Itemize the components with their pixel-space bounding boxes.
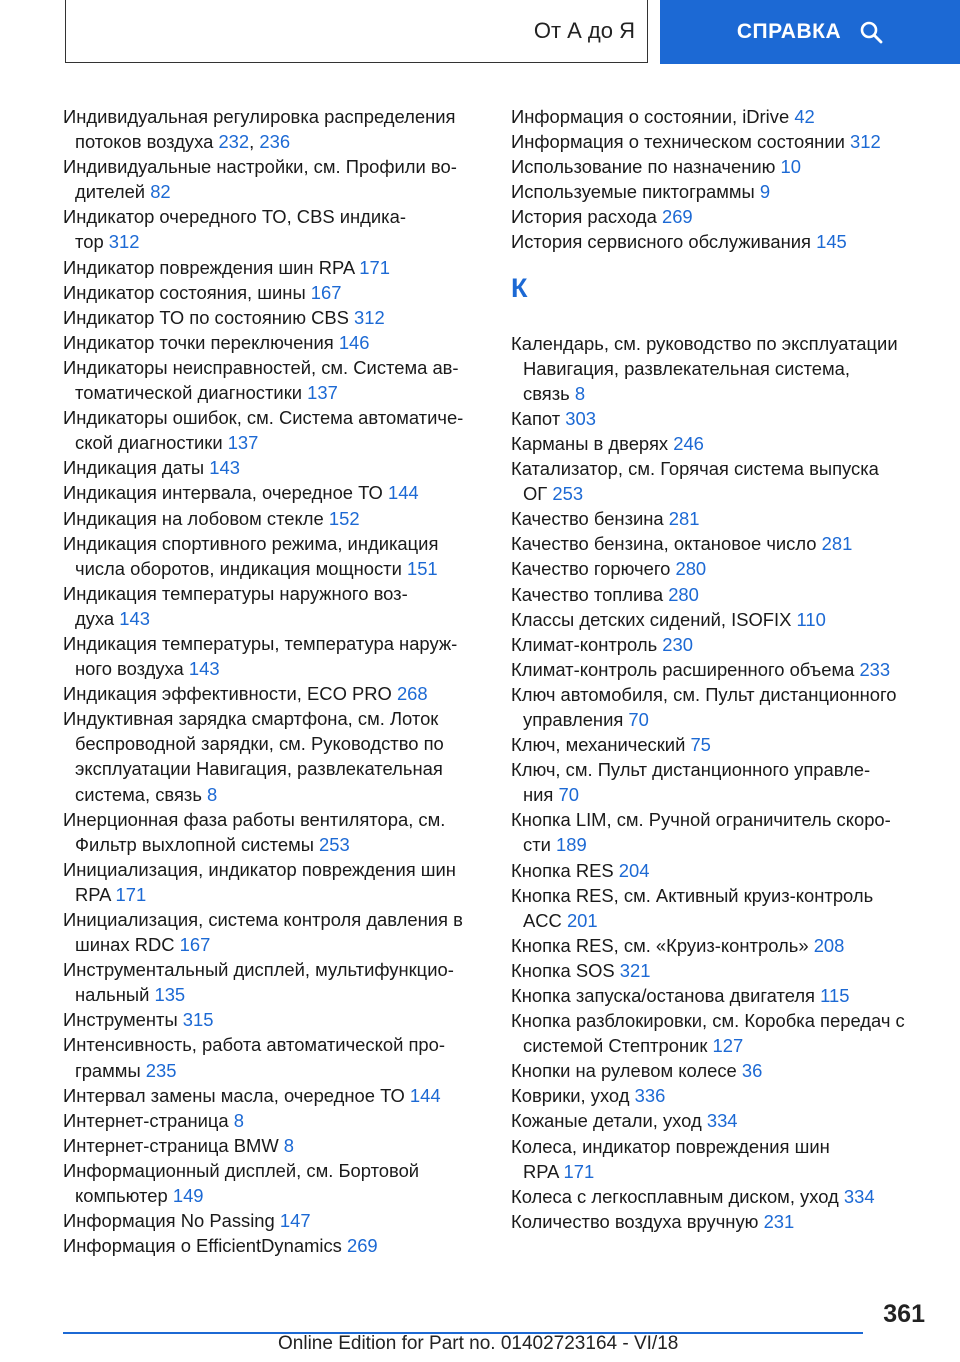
- index-entry-text: Кнопка RES: [511, 859, 619, 881]
- index-entry-text: компьютер: [75, 1185, 173, 1207]
- index-entry: [63, 255, 483, 280]
- index-entry-text: Качество топлива: [511, 583, 669, 605]
- page-ref-link[interactable]: 336: [634, 1085, 666, 1107]
- page-ref-link[interactable]: 137: [307, 382, 338, 404]
- index-entry: [63, 480, 483, 505]
- index-entry-text: Капот: [511, 407, 566, 429]
- index-entry-text: Индивидуальные настройки, см. Профили во-: [63, 156, 457, 178]
- page-ref-link[interactable]: 253: [319, 833, 350, 855]
- index-entry-text: Индикация спортивного режима, индикация: [63, 532, 439, 554]
- page-number: 361: [883, 1300, 925, 1328]
- index-entry-text: Индикация эффективности, ECO PRO: [63, 683, 397, 705]
- page-ref-link[interactable]: 334: [843, 1185, 875, 1207]
- page-ref-link[interactable]: 280: [675, 558, 707, 580]
- index-entry: [511, 431, 931, 456]
- index-entry-text: Индикаторы неисправностей, см. Система ав-: [63, 356, 459, 378]
- tab-help[interactable]: [660, 0, 960, 64]
- index-entry: [63, 154, 483, 204]
- index-group-i: [511, 104, 931, 255]
- index-entry-text: Инициализация, система контроля давления в: [63, 909, 463, 930]
- index-entry: [511, 104, 931, 129]
- index-entry: [63, 1032, 483, 1082]
- page-ref-link[interactable]: 281: [668, 508, 700, 530]
- index-entry-text: Колеса, индикатор повреждения шин: [511, 1135, 830, 1157]
- index-entry: [63, 305, 483, 330]
- index-entry-text: Информация No Passing: [63, 1210, 280, 1232]
- index-entry-text: эксплуатации Навигация, развлекательная: [75, 758, 443, 780]
- index-entry-text: нальный: [75, 984, 155, 1006]
- index-entry: [511, 1083, 931, 1108]
- index-entry: [511, 204, 931, 229]
- index-entry-text: Коврики, уход: [511, 1085, 635, 1107]
- index-entry-text: Индикатор очередного ТО, CBS индика-: [63, 206, 406, 228]
- page-ref-link[interactable]: 8: [233, 1109, 244, 1131]
- index-entry: [63, 280, 483, 305]
- page-ref-link[interactable]: 143: [119, 607, 150, 629]
- index-entry-text: Используемые пиктограммы: [511, 181, 760, 203]
- index-entry-text: Кнопка запуска/останова двигателя: [511, 985, 821, 1006]
- page-ref-link[interactable]: 269: [661, 206, 693, 228]
- index-entry: [511, 531, 931, 556]
- page-ref-link[interactable]: 253: [552, 483, 584, 505]
- index-entry: [511, 179, 931, 204]
- tab-a-to-z-label: От А до Я: [533, 18, 635, 43]
- index-entry: [511, 883, 931, 933]
- page-ref-link[interactable]: 233: [859, 658, 891, 680]
- page-ref-link[interactable]: 230: [662, 633, 693, 655]
- index-entry-text: История сервисного обслуживания: [511, 231, 817, 253]
- page-ref-link[interactable]: 147: [279, 1210, 311, 1232]
- index-entry-text: Интервал замены масла, очередное ТО: [63, 1084, 410, 1106]
- index-entry: [511, 1108, 931, 1133]
- index-entry-text: Информация о техническом состоянии: [511, 131, 850, 153]
- index-entry: [511, 632, 931, 657]
- index-entry: [511, 456, 931, 506]
- index-entry-text: Индикация на лобовом стекле: [63, 507, 329, 529]
- index-entry: [63, 1007, 483, 1032]
- page-ref-link[interactable]: 312: [354, 306, 385, 328]
- index-entry-text: Климат-контроль расширенного объема: [511, 658, 860, 680]
- index-entry-text: числа оборотов, индикация мощности: [75, 557, 407, 579]
- index-entry-text: связь: [523, 382, 575, 404]
- index-entry-text: Фильтр выхлопной системы: [75, 833, 320, 855]
- page-ref-link[interactable]: 149: [172, 1185, 204, 1207]
- index-entry: [511, 331, 931, 406]
- index-entry: [63, 907, 483, 957]
- index-entry-text: Колеса с легкосплавным диском, уход: [511, 1185, 844, 1207]
- index-entry: [511, 657, 931, 682]
- page-ref-link[interactable]: 235: [145, 1059, 177, 1081]
- index-entry-text: ОГ: [523, 483, 553, 505]
- index-entry: [63, 506, 483, 531]
- page-ref-link[interactable]: 8: [574, 382, 586, 404]
- page-ref-link[interactable]: 268: [396, 683, 428, 705]
- page-ref-link[interactable]: 144: [409, 1084, 441, 1106]
- index-entry-text: Количество воздуха вручную: [511, 1210, 764, 1232]
- index-entry-text: Интернет-страница BMW: [63, 1134, 284, 1156]
- page-ref-link[interactable]: 144: [387, 482, 419, 504]
- index-entry: [511, 506, 931, 531]
- index-column-right: [511, 104, 931, 1234]
- index-entry: [511, 757, 931, 807]
- index-entry: [511, 1184, 931, 1209]
- page-ref-link[interactable]: 127: [712, 1035, 744, 1057]
- page-ref-link[interactable]: 269: [346, 1235, 378, 1257]
- index-entry-text: Качество бензина: [511, 508, 669, 530]
- page-ref-link[interactable]: 171: [563, 1160, 595, 1182]
- index-entry-text: Навигация, развлекательная система,: [523, 357, 851, 379]
- page-ref-link[interactable]: 8: [207, 783, 218, 805]
- index-entry: [511, 582, 931, 607]
- index-entry: [511, 1008, 931, 1058]
- index-entry-text: управления: [523, 708, 629, 730]
- footer-edition: Online Edition for Part no. 01402723164 - VI/18: [278, 1333, 679, 1354]
- tab-help-label: СПРАВКА: [736, 20, 842, 43]
- index-entry-text: Катализатор, см. Горячая система выпуска: [511, 458, 879, 480]
- index-entry: [511, 154, 931, 179]
- index-entry: [63, 1208, 483, 1233]
- index-entry-text: История расхода: [511, 206, 662, 228]
- index-entry-text: системой Стептроник: [523, 1035, 713, 1057]
- index-entry-text: Инструменты: [63, 1009, 183, 1031]
- index-entry-text: сти: [523, 834, 557, 856]
- page-ref-link[interactable]: 146: [338, 331, 370, 353]
- index-entry-text: Климат-контроль: [511, 633, 663, 655]
- page-ref-link[interactable]: 201: [566, 909, 598, 931]
- page-ref-link[interactable]: 208: [813, 934, 845, 956]
- index-entry-text: Инициализация, индикатор повреждения шин: [63, 858, 456, 880]
- index-entry: [63, 405, 483, 455]
- index-entry-text: беспроводной зарядки, см. Руководство по: [75, 733, 444, 755]
- index-entry-text: Индикаторы ошибок, см. Система автоматиче-: [63, 407, 464, 429]
- index-entry: [63, 857, 483, 907]
- index-entry: [63, 957, 483, 1007]
- page-ref-link[interactable]: 70: [628, 708, 649, 730]
- page-ref-link[interactable]: 75: [690, 734, 711, 756]
- page-ref-link[interactable]: 9: [759, 181, 771, 203]
- index-entry: [63, 631, 483, 681]
- index-entry-text: Информационный дисплей, см. Бортовой: [63, 1159, 420, 1181]
- index-entry: [511, 682, 931, 732]
- index-entry-text: ния: [523, 784, 559, 806]
- index-entry: [63, 1108, 483, 1133]
- index-entry-text: Индикация температуры, температура наруж-: [63, 632, 458, 654]
- page-ref-link[interactable]: 82: [150, 181, 171, 203]
- index-entry-text: Кнопка SOS: [511, 959, 620, 981]
- index-entry-text: RPA: [75, 883, 116, 905]
- index-entry-text: Индикация температуры наружного воз-: [63, 582, 408, 604]
- index-entry-text: Кнопка RES, см. «Круиз-контроль»: [511, 934, 814, 956]
- index-entry-text: Индивидуальная регулировка распределения: [63, 106, 456, 127]
- index-entry-text: Календарь, см. руководство по эксплуатации: [511, 332, 898, 354]
- index-entry-text: Индикация интервала, очередное ТО: [63, 482, 388, 504]
- index-entry: [511, 958, 931, 983]
- index-entry: [63, 1083, 483, 1108]
- index-entry: [63, 706, 483, 806]
- page-ref-link[interactable]: 246: [673, 432, 704, 454]
- page-ref-link[interactable]: 70: [558, 784, 579, 806]
- index-entry-text: Индикатор состояния, шины: [63, 281, 311, 303]
- index-entry-text: Индикатор ТО по состоянию CBS: [63, 306, 355, 328]
- index-entry-text: ACC: [523, 909, 567, 931]
- index-entry-text: духа: [75, 607, 120, 629]
- page-ref-link[interactable]: 312: [850, 131, 881, 153]
- index-entry: [63, 204, 483, 254]
- index-group-k: [511, 331, 931, 1234]
- index-entry-text: потоков воздуха: [75, 131, 219, 153]
- index-entry-text: ного воздуха: [75, 658, 189, 680]
- index-entry-text: Индикатор точки переключения: [63, 331, 339, 353]
- page-ref-link[interactable]: 189: [556, 834, 587, 856]
- page-ref-link[interactable]: 315: [182, 1009, 214, 1031]
- page-ref-link[interactable]: 152: [328, 507, 360, 529]
- index-entry-text: Интернет-страница: [63, 1109, 234, 1131]
- section-letter-k: К: [511, 272, 528, 303]
- index-entry-text: дителей: [75, 181, 151, 203]
- page-ref-link[interactable]: 334: [706, 1110, 738, 1132]
- index-entry-text: Ключ, механический: [511, 734, 691, 756]
- header: [0, 0, 960, 66]
- index-entry-text: Информация о EfficientDynamics: [63, 1235, 347, 1257]
- index-entry-text: Индуктивная зарядка смартфона, см. Лоток: [63, 708, 439, 730]
- page-ref-link[interactable]: 10: [780, 156, 802, 178]
- index-entry-text: Классы детских сидений, ISOFIX: [511, 608, 797, 630]
- page-ref-link[interactable]: 231: [763, 1210, 795, 1232]
- index-entry: [511, 858, 931, 883]
- index-entry: [511, 556, 931, 581]
- index-entry-text: шинах RDC: [75, 934, 180, 956]
- index-entry: [63, 581, 483, 631]
- index-entry: [63, 455, 483, 480]
- index-entry-text: RPA: [523, 1160, 564, 1182]
- page-ref-link[interactable]: 42: [794, 106, 815, 127]
- page-ref-link[interactable]: 303: [565, 407, 596, 429]
- index-entry-text: система, связь: [75, 783, 208, 805]
- index-entry-text: Кнопка LIM, см. Ручной ограничитель скоро-: [511, 809, 891, 831]
- index-entry: [63, 531, 483, 581]
- index-entry-text: тор: [75, 231, 109, 253]
- page-ref-link[interactable]: 135: [154, 984, 186, 1006]
- index-entry: [511, 732, 931, 757]
- index-entry: [511, 229, 931, 254]
- page-ref-link[interactable]: 312: [108, 231, 140, 253]
- page-ref-link[interactable]: 204: [618, 859, 650, 881]
- index-entry-text: ской диагностики: [75, 432, 228, 454]
- index-entry: [63, 355, 483, 405]
- index-entry: [511, 983, 931, 1008]
- page-ref-link[interactable]: 321: [619, 959, 651, 981]
- index-entry: [63, 330, 483, 355]
- index-entry: Индивидуальная регулировка распределения потоков воздуха 232, 236: [63, 106, 456, 153]
- page-ref-link[interactable]: 232: [218, 131, 250, 153]
- index-entry-text: Карманы в дверях: [511, 432, 674, 454]
- index-entry: [511, 129, 931, 154]
- index-entry-text: томатической диагностики: [75, 382, 308, 404]
- index-entry: [511, 607, 931, 632]
- index-entry-text: Индикатор повреждения шин RPA: [63, 256, 360, 278]
- index-entry: [511, 406, 931, 431]
- page-ref-link[interactable]: 110: [796, 608, 826, 630]
- page-ref-link[interactable]: 171: [359, 256, 390, 278]
- tab-a-to-z[interactable]: [65, 0, 648, 63]
- index-entry: [511, 1134, 931, 1184]
- index-entry: [63, 1233, 483, 1258]
- index-entry: [511, 807, 931, 857]
- page-ref-link[interactable]: 171: [115, 883, 147, 905]
- index-entry-text: Ключ автомобиля, см. Пульт дистанционного: [511, 683, 897, 705]
- index-entry-text: Инструментальный дисплей, мультифункцио-: [63, 959, 454, 981]
- page-ref-link[interactable]: 167: [310, 281, 342, 303]
- page-ref-link[interactable]: 145: [816, 231, 847, 253]
- search-icon: [859, 20, 883, 44]
- index-entry-text: Интенсивность, работа автоматической про-: [63, 1034, 445, 1056]
- page-ref-link[interactable]: 151: [406, 557, 438, 579]
- page-ref-link[interactable]: 281: [821, 533, 853, 555]
- index-entry: [511, 1209, 931, 1234]
- index-entry: [63, 807, 483, 857]
- index-entry-text: Кожаные детали, уход: [511, 1110, 707, 1132]
- index-column-left: [63, 104, 483, 1258]
- index-entry-text: Инерционная фаза работы вентилятора, см.: [63, 808, 446, 830]
- index-entry: [511, 1058, 931, 1083]
- index-entry-text: Информация о состоянии, iDrive: [511, 106, 795, 127]
- page-ref-link[interactable]: 143: [209, 457, 240, 479]
- index-entry: [63, 1133, 483, 1158]
- index-entry-text: граммы: [75, 1059, 146, 1081]
- page-ref-link[interactable]: 143: [188, 658, 220, 680]
- index-entry-text: Кнопка разблокировки, см. Коробка передач с: [511, 1010, 905, 1032]
- index-entry-text: Использование по назначению: [511, 156, 781, 178]
- page-ref-link[interactable]: 36: [741, 1060, 763, 1082]
- index-entry-text: Качество бензина, октановое число: [511, 533, 822, 555]
- page-ref-link[interactable]: 137: [227, 432, 259, 454]
- page-ref-link[interactable]: 8: [283, 1134, 295, 1156]
- index-entry: [511, 933, 931, 958]
- page-ref-link[interactable]: 167: [179, 934, 211, 956]
- page-ref-link[interactable]: 236: [259, 131, 291, 153]
- page-ref-link[interactable]: 280: [668, 583, 699, 605]
- index-entry: [63, 681, 483, 706]
- index-entry-text: Кнопки на рулевом колесе: [511, 1060, 742, 1082]
- index-entry-text: Кнопка RES, см. Активный круиз-контроль: [511, 884, 874, 906]
- index-entry: [63, 1158, 483, 1208]
- index-entry-text: Качество горючего: [511, 558, 676, 580]
- index-entry-text: Ключ, см. Пульт дистанционного управле-: [511, 759, 871, 781]
- index-entry-text: Индикация даты: [63, 457, 210, 479]
- page-ref-link[interactable]: 115: [820, 985, 850, 1006]
